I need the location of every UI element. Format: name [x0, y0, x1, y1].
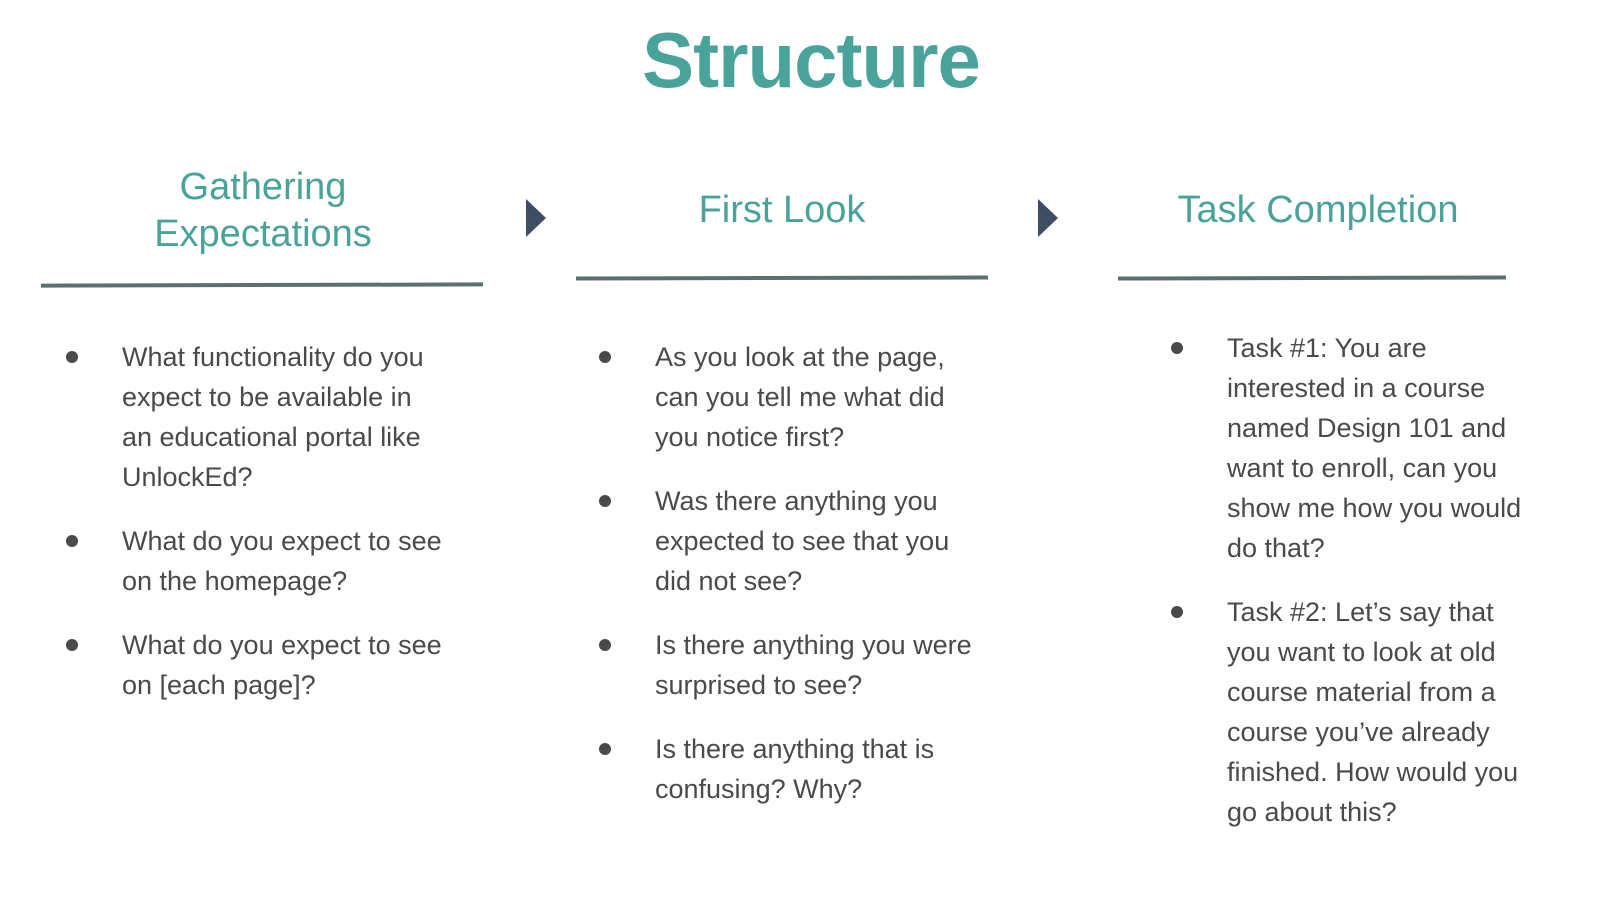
list-item [591, 481, 991, 601]
list-item [591, 729, 991, 809]
list-item-text: Task #1: You are interested in a course named Design 101 and want to enroll, can you show me how you would do that? [1227, 333, 1522, 563]
column-heading-task-completion: Task Completion [1177, 189, 1459, 231]
list-item-text: As you look at the page, can you tell me what did you notice first? [655, 342, 945, 452]
list-item [1163, 592, 1523, 832]
bullet-list-gathering-expectations [58, 337, 448, 729]
page-title: Structure [642, 16, 980, 104]
column-divider [1118, 275, 1506, 280]
list-item-text: Is there anything that is confusing? Why? [655, 734, 935, 804]
list-item-text: What do you expect to see on [each page]? [122, 630, 442, 700]
column-heading-gathering-expectations [42, 164, 484, 258]
bullet-dot-icon [599, 495, 611, 507]
column-divider [41, 282, 483, 287]
list-item [1163, 328, 1523, 568]
bullet-dot-icon [1171, 606, 1183, 618]
bullet-dot-icon [599, 351, 611, 363]
list-item-text: What do you expect to see on the homepage? [122, 526, 442, 596]
list-item [591, 625, 991, 705]
bullet-list-task-completion [1163, 328, 1523, 856]
bullet-list-first-look [591, 337, 991, 833]
list-item-text: Is there anything you were surprised to see? [655, 630, 972, 700]
bullet-dot-icon [66, 639, 78, 651]
list-item-text: What functionality do you expect to be available in an educational portal like UnlockEd? [122, 342, 424, 492]
column-heading-line: Expectations [154, 213, 372, 255]
bullet-dot-icon [1171, 342, 1183, 354]
column-divider [576, 275, 988, 280]
list-item [58, 337, 448, 497]
bullet-dot-icon [599, 743, 611, 755]
triangle-right-icon [526, 199, 546, 237]
list-item [591, 337, 991, 457]
list-item-text: Task #2: Let’s say that you want to look at old course material from a course you’ve already finished. How would you go about this? [1227, 597, 1519, 827]
triangle-right-icon [1038, 199, 1058, 237]
column-heading-first-look: First Look [698, 189, 866, 231]
bullet-dot-icon [599, 639, 611, 651]
bullet-dot-icon [66, 535, 78, 547]
bullet-dot-icon [66, 351, 78, 363]
list-item [58, 625, 448, 705]
column-heading-line: Gathering [179, 166, 347, 208]
list-item [58, 521, 448, 601]
list-item-text: Was there anything you expected to see that you did not see? [655, 486, 950, 596]
